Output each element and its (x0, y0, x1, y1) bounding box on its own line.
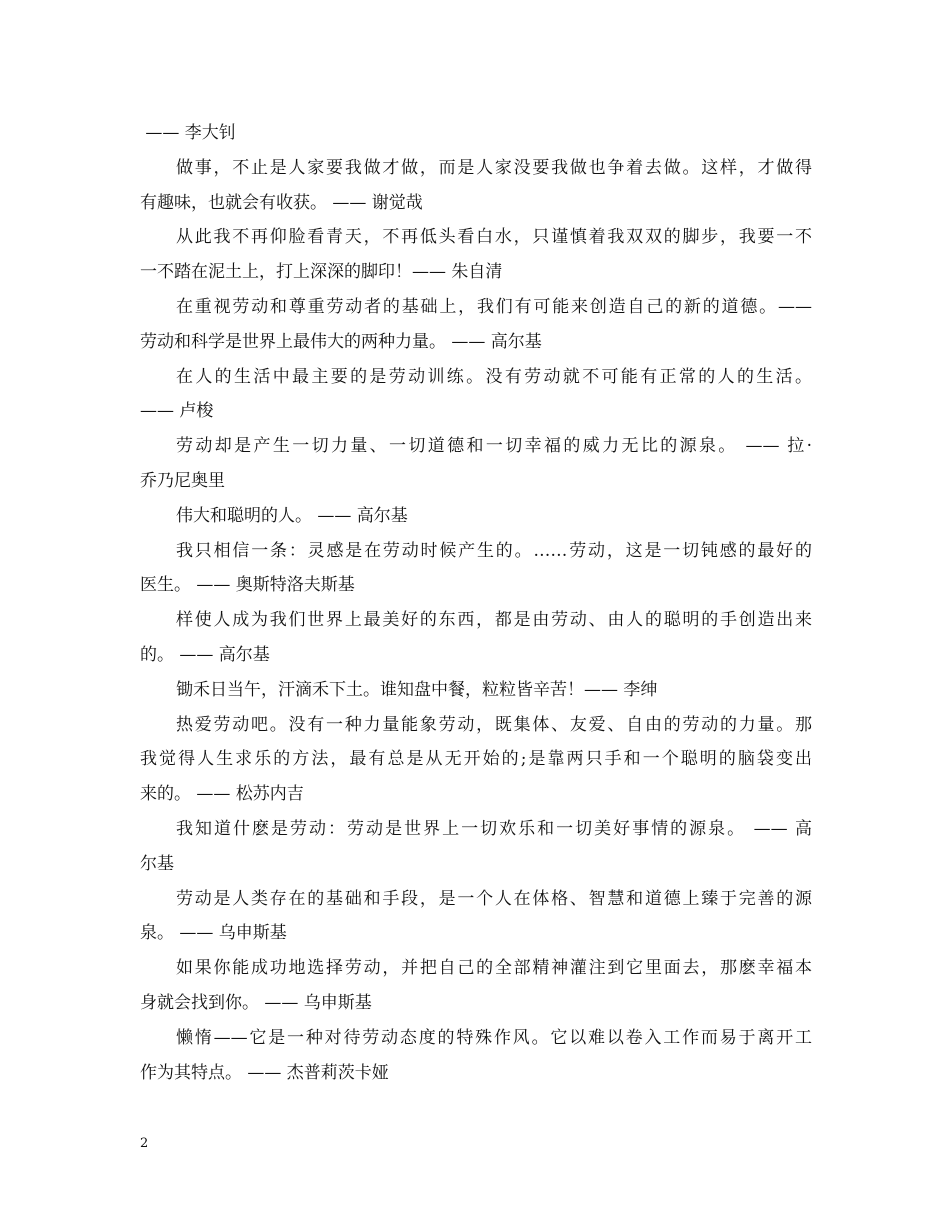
quote-line: 有趣味，也就会有收获。 —— 谢觉哉 (140, 192, 423, 213)
quote-line: 热爱劳动吧。没有一种力量能象劳动，既集体、友爱、自由的劳动的力量。那 (176, 714, 812, 735)
quote-line: 伟大和聪明的人。 —— 高尔基 (176, 505, 408, 526)
quote-line: 劳动是人类存在的基础和手段，是一个人在体格、智慧和道德上臻于完善的源 (176, 888, 812, 909)
quote-line: 我只相信一条：灵感是在劳动时候产生的。……劳动，这是一切钝感的最好的 (176, 540, 812, 561)
quote-line: 做事，不止是人家要我做才做，而是人家没要我做也争着去做。这样，才做得 (176, 157, 812, 178)
quote-line: 从此我不再仰脸看青天，不再低头看白水，只谨慎着我双双的脚步，我要一不 (176, 227, 812, 248)
quote-line: 样使人成为我们世界上最美好的东西，都是由劳动、由人的聪明的手创造出来 (176, 610, 812, 631)
quote-line: 我觉得人生求乐的方法，最有总是从无开始的;是靠两只手和一个聪明的脑袋变出 (140, 749, 812, 770)
quote-line: 懒惰——它是一种对待劳动态度的特殊作风。它以难以卷入工作而易于离开工 (176, 1027, 812, 1048)
quote-line: 医生。 —— 奥斯特洛夫斯基 (140, 575, 355, 596)
attribution-line: —— 李大钊 (140, 123, 236, 143)
quote-line: 劳动却是产生一切力量、一切道德和一切幸福的威力无比的源泉。 —— 拉· (176, 436, 812, 457)
quote-line: 身就会找到你。 —— 乌申斯基 (140, 992, 372, 1013)
quote-line: 如果你能成功地选择劳动，并把自己的全部精神灌注到它里面去，那麽幸福本 (176, 958, 812, 979)
quote-line: 一不踏在泥土上，打上深深的脚印！—— 朱自清 (140, 262, 503, 283)
quote-line: 劳动和科学是世界上最伟大的两种力量。 —— 高尔基 (140, 331, 542, 352)
quote-line: 在重视劳动和尊重劳动者的基础上，我们有可能来创造自己的新的道德。—— (176, 296, 812, 317)
quote-line: 作为其特点。 —— 杰普莉茨卡娅 (140, 1062, 389, 1083)
quote-line: 在人的生活中最主要的是劳动训练。没有劳动就不可能有正常的人的生活。 (176, 366, 812, 387)
quote-line: 泉。 —— 乌申斯基 (140, 923, 287, 944)
quote-line: 乔乃尼奥里 (140, 470, 225, 491)
quote-line: 来的。 —— 松苏内吉 (140, 784, 304, 805)
quote-text-block (140, 116, 812, 1090)
quote-line: 锄禾日当午，汗滴禾下土。谁知盘中餐，粒粒皆辛苦！—— 李绅 (176, 679, 658, 700)
quote-line: —— 卢梭 (140, 401, 214, 422)
page-number: 2 (140, 1136, 149, 1151)
quote-line: 尔基 (140, 853, 174, 874)
quote-line: 的。 —— 高尔基 (140, 644, 270, 665)
quote-line: 我知道什麽是劳动：劳动是世界上一切欢乐和一切美好事情的源泉。 —— 高 (176, 818, 812, 839)
